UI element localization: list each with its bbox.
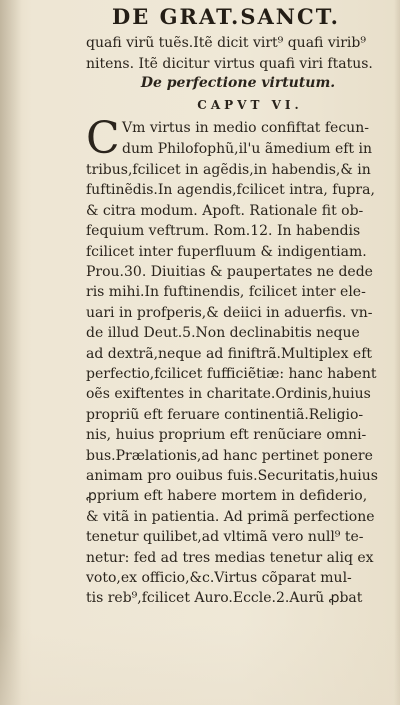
chapter-heading: CAPVT VI. <box>197 98 303 112</box>
body-line: uari in profperis,& deiici in aduerfis. vn- <box>86 304 373 321</box>
body-line: tis reb⁹,fcilicet Auro.Eccle.2.Aurũ ꝓbat <box>86 590 363 607</box>
body-line: Prou.30. Diuitias & paupertates ne dede <box>86 264 373 280</box>
page-edge <box>394 0 400 705</box>
body-line: voto,ex officio,&c.Virtus cõparat mul- <box>86 570 352 586</box>
body-line: tenetur quilibet,ad vltimã vero null⁹ te- <box>86 529 364 546</box>
body-line: ad dextrã,neque ad finiftrã.Multiplex eft <box>86 345 373 362</box>
body-line: tribus,fcilicet in agẽdis,in habendis,& in <box>86 162 371 178</box>
body-line: fequium veftrum. Rom.12. In habendis <box>86 223 361 240</box>
first-line: dum Philofophũ,il'u ãmedium eft in <box>122 141 372 157</box>
body-line: bus.Prælationis,ad hanc pertinet ponere <box>86 447 373 464</box>
blank-lower-margin <box>0 625 400 705</box>
intro-line: nitens. Itẽ dicitur virtus quafi viri ftatus. <box>86 56 373 72</box>
drop-cap: C <box>86 113 120 164</box>
body-line: ꝓprium eft habere mortem in defiderio, <box>86 488 368 505</box>
body-line: netur: fed ad tres medias tenetur aliq ex <box>86 549 374 566</box>
body-line: ris mihi.In fuftinendis, fcilicet inter ele- <box>86 284 366 301</box>
body-line: fuftinẽdis.In agendis,fcilicet intra, fupra, <box>86 182 375 199</box>
body-line: oẽs exiftentes in charitate.Ordinis,huius <box>86 386 371 403</box>
section-title: De perfectione virtutum. <box>140 75 336 91</box>
body-line: & vitã in patientia. Ad primã perfectione <box>86 508 375 525</box>
running-head: DE GRAT.SANCT. <box>112 4 340 29</box>
intro-line: quafi virũ tuẽs.Itẽ dicit virt⁹ quafi virib⁹ <box>86 35 366 51</box>
first-line: Vm virtus in medio confiftat fecun- <box>122 120 369 136</box>
body-line: nis, huius proprium eft renũciare omni- <box>86 427 367 444</box>
body-line: & citra modum. Apoft. Rationale fit ob- <box>86 202 364 219</box>
body-line: propriũ eft feruare continentiã.Religio- <box>86 406 364 423</box>
body-line: fcilicet inter fuperfluum & indigentiam. <box>86 243 367 260</box>
body-line: animam pro ouibus fuis.Securitatis,huius <box>86 468 378 484</box>
spine-shadow <box>0 0 22 705</box>
body-line: perfectio,fcilicet fufficiẽtiæ: hanc habent <box>86 366 377 382</box>
body-line: de illud Deut.5.Non declinabitis neque <box>86 325 360 342</box>
